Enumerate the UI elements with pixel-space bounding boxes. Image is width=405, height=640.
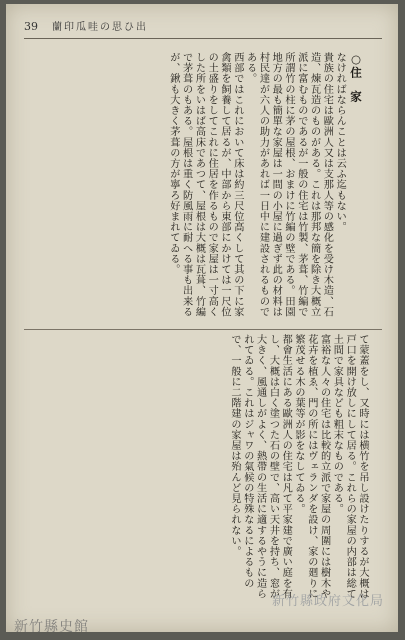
section-divider xyxy=(24,329,382,330)
document-page xyxy=(6,4,398,635)
paragraph: 都會生活にある歐洲人の住宅は凡て平家建で廣い庭を有し、大概は白く塗つた石の壁で、高い天井を持ち、窓が大きく、風通しがよく、熱帶の生活に適するやうに造られてゐる。これはジャワの氣候の特殊なるによるもので、一般に二階建の家屋は殆んど見られない。 xyxy=(229,334,292,599)
watermark-stamp: 新竹縣政府文化局 xyxy=(271,594,384,609)
page-header xyxy=(24,16,382,39)
page-number: 39 xyxy=(24,20,38,33)
paragraph: 西部ではこれにおいて床は約三尺位高くして其の下に家禽類を飼養して居るが、中部から東部にかけては一尺位の土盛りをしてこれに住居を作るもので家屋は一寸高くした所をいはば高床であつて、屋根は大概は瓦葺、竹編で茅葺のもある。屋根は重く防風雨に耐へる事も出来るが、鍬も大きく茅葺の方が寧ろ好まれてゐる。 xyxy=(167,52,243,317)
text-section-lower xyxy=(42,334,368,604)
section-heading: ○住 家 xyxy=(349,52,363,103)
paragraph: なければならんことは云ふ迄もない。 xyxy=(334,52,346,233)
paragraph: 貴族の住宅は歐洲人又は支那人等の感化を受け木造、石造、煉瓦造のものがある。これは那邦な簡を除き大概立派に富むものであるが一般の住宅は竹製、茅葺、竹編で所謂竹の柱に茅の屋根、おまけに竹編の壁である。田園地方の最も簡單な家屋は一間の小屋に過ぎず此の材料は村民達が六人の助力があれば一日中に建設されるものである。 xyxy=(244,52,333,317)
archive-stamp: 新竹縣史館 xyxy=(14,619,89,635)
text-section-upper xyxy=(42,52,368,324)
running-title: 蘭印瓜哇の思ひ出 xyxy=(52,22,148,33)
paragraph: 富裕な人々の住宅は比較的立派で家屋の周圍には樹木や花卉を植ゑ、門の所にはヴェランダを設け、家の廻りに繁茂せる木の葉等が影をなしてゐる。 xyxy=(293,334,330,599)
paragraph: て蒙蓋をし、又時には横竹を吊し設けたりするが大概は戸口を開け放しにして居る。これらの家屋の内部は総て土間で家具なども粗末なものである。 xyxy=(331,334,368,599)
